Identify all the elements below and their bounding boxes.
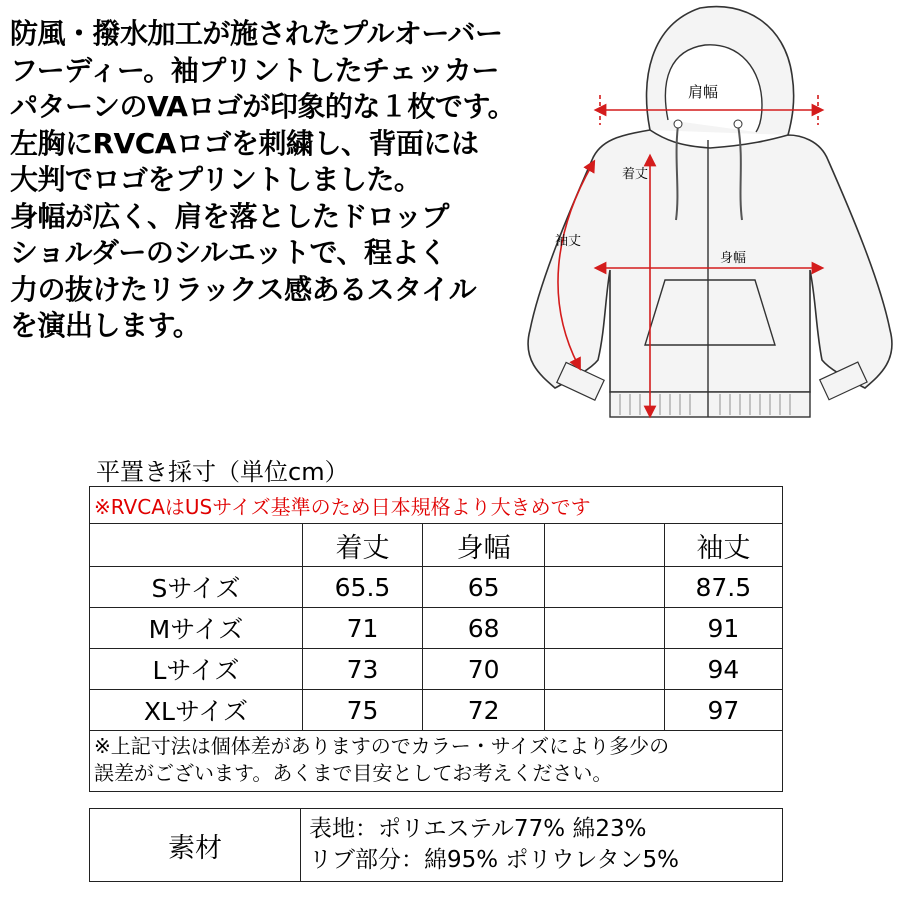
shoulder-label: 肩幅: [688, 83, 719, 101]
size-value: 97: [664, 690, 782, 731]
size-name: Mサイズ: [90, 608, 303, 649]
size-value: 65.5: [302, 567, 422, 608]
size-value: 73: [302, 649, 422, 690]
product-description: [10, 16, 530, 345]
table-header-row: [90, 524, 783, 567]
size-table: [89, 486, 783, 792]
material-label: 素材: [90, 809, 301, 882]
size-notice: ※RVCAはUSサイズ基準のため日本規格より大きめです: [90, 487, 783, 524]
description-line: ショルダーのシルエットで、程よく: [10, 236, 447, 269]
size-value: 65: [423, 567, 545, 608]
size-value: 75: [302, 690, 422, 731]
description-line: フーディー。袖プリントしたチェッカー: [10, 53, 499, 87]
hoodie-measurement-diagram: [500, 0, 900, 430]
description-line: 大判でロゴをプリントしました。: [10, 163, 422, 196]
size-value: 91: [664, 608, 782, 649]
header-cell: [545, 524, 665, 567]
material-value: [301, 809, 783, 882]
size-value: 68: [423, 608, 545, 649]
size-value: 71: [302, 608, 422, 649]
size-footnote: [90, 731, 783, 792]
size-value: 70: [423, 649, 545, 690]
size-value: 72: [423, 690, 545, 731]
description-line: パターンのVAロゴが印象的な１枚です。: [10, 90, 516, 123]
width-label: 身幅: [720, 251, 747, 266]
material-line: 表地：ポリエステル77% 綿23%: [309, 816, 647, 842]
size-value: [545, 608, 665, 649]
description-line: 左胸にRVCAロゴを刺繍し、背面には: [10, 126, 479, 160]
table-row: [90, 690, 783, 731]
footnote-line: ※上記寸法は個体差がありますのでカラー・サイズにより多少の: [94, 734, 670, 758]
header-cell: 身幅: [423, 524, 545, 567]
header-cell: 袖丈: [664, 524, 782, 567]
table-row: [90, 649, 783, 690]
size-value: 94: [664, 649, 782, 690]
description-line: 防風・撥水加工が施されたプルオーバー: [10, 17, 503, 50]
footnote-line: 誤差がございます。あくまで目安としてお考えください。: [94, 761, 613, 785]
material-line: リブ部分：綿95% ポリウレタン5%: [309, 847, 679, 873]
size-value: [545, 567, 665, 608]
header-cell: [90, 524, 303, 567]
description-line: を演出します。: [10, 309, 201, 342]
length-label: 着丈: [622, 167, 649, 182]
description-line: 身幅が広く、肩を落としたドロップ: [10, 199, 449, 233]
table-row: [90, 608, 783, 649]
size-name: Sサイズ: [90, 567, 303, 608]
size-value: [545, 649, 665, 690]
sleeve-label: 袖丈: [555, 234, 582, 249]
header-cell: 着丈: [302, 524, 422, 567]
size-value: [545, 690, 665, 731]
size-table-title: 平置き採寸（単位cm）: [96, 458, 349, 486]
material-table: [89, 808, 783, 882]
drawcord-left: [676, 125, 678, 220]
size-value: 87.5: [664, 567, 782, 608]
description-line: 力の抜けたリラックス感あるスタイル: [10, 272, 477, 306]
table-row: [90, 567, 783, 608]
size-name: XLサイズ: [90, 690, 303, 731]
size-name: Lサイズ: [90, 649, 303, 690]
hoodie-body-outline: [528, 130, 892, 392]
